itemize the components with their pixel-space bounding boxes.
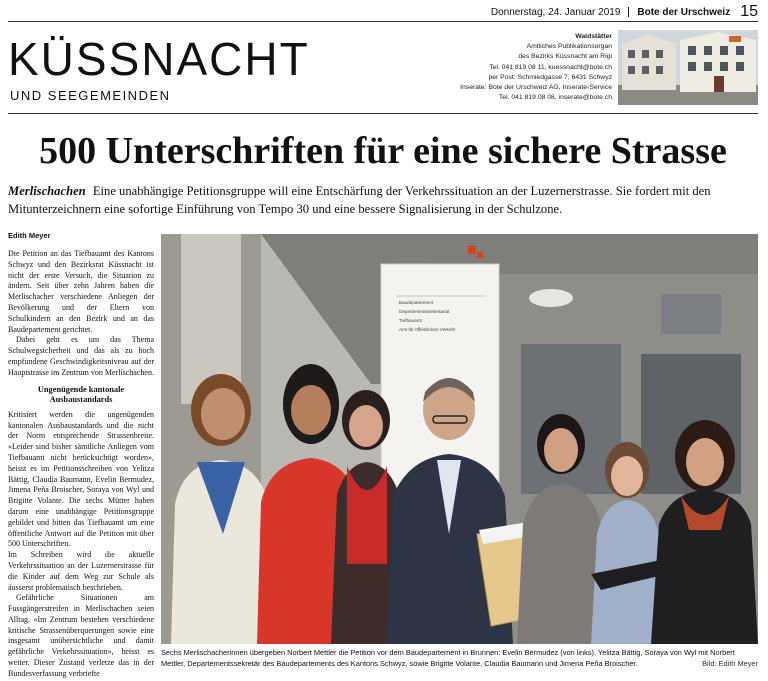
masthead-rule [8,113,758,114]
article-photo [161,234,758,644]
page-header [8,4,758,20]
article-body-column [8,249,154,680]
body-paragraph: Dabei geht es um das Thema Schulwegsicherheit und das als zu hoch empfundene Geschwindigkeitsniveau auf der Hauptstrasse im Zentrum von Merlischachen. [8,335,154,377]
body-paragraph: Kritisiert werden die ungenügenden kantonalen Ausbaustandards und die nicht der Norm entsprechende Strassenbreite. «Leider sind bisher sämtliche Anliegen vom Tiefbauamt nicht berücksichtigt worden», heisst es im Petitionsschreiben von Yelitza Bättig, Claudia Baumann, Evelin Bermudez, Jimena Peña Broischer, Soraya von Wyl und Brigitte Volante. Die sechs Mütter haben darum eine unabhängige Petitionsgruppe gebildet und bitten das Tiefbauamt um eine öffentliche Antwort auf die Petition mit über 500 Unterschriften. [8,409,154,549]
sign-line: Baudepartement [399,300,433,305]
imprint-line: Amtliches Publikationsorgan [526,43,612,51]
section-title: KÜSSNACHT [8,33,310,85]
newspaper-name: Bote der Urschweiz [637,6,731,18]
page-number: 15 [740,3,758,20]
body-paragraph: Die Petition an das Tiefbauamt des Kantons Schwyz und den Bezirksrat Küssnacht ist nicht der erste Versuch, die Situation zu ändern. Seit über zehn Jahren haben die Merlischacher verschiedene Anliegen der Bevölkerung und der Eltern von Schulkindern an den Bezirk und an das Baudepartement gerichtet. [8,249,154,334]
sign-line: Amt für öffentlichen Verkehr [399,327,456,332]
caption-text: Sechs Merlischacherinnen übergeben Norbert Mettler die Petition vor dem Baudepartement in Brunnen: Evelin Bermudez (von links), Yelitza Bättig, Soraya von Wyl mit Norbert Mettler, Departementssekretär des Baudepartements des Kantons Schwyz, sowie Brigitte Volante, Claudia Baumann und Jimena Peña Broischer. [161,648,735,668]
imprint-line: Waldstätter [575,33,612,40]
body-paragraph: Gefährliche Situationen am Fussgängerstreifen in Merlischachen seien Alltag. «Im Zentrum bestehen verschiedene kritische Strassenüberquerungen sowie eine insgesamt unübersichtliche und damit gefährliche Verkehrssituation», heisst es weiter. Dieser Zustand verletze das in der Bundesverfassung verbriefte [8,593,154,678]
imprint-line: per Post: Schmiedgasse 7, 6431 Schwyz [488,73,612,81]
imprint-line: Inserate: Bote der Urschweiz AG, Inserate-Service [460,84,612,92]
photo-caption [161,648,758,669]
sign-line: Tiefbauamt [399,318,422,323]
article-subhead: Ungenügende kantonale Ausbaustandards [37,384,125,405]
masthead-town-photo [618,30,758,105]
article-dateline: Merlischachen [8,184,86,198]
imprint-box [420,32,612,103]
sign-brand-text: kantonschwyz [396,256,428,262]
body-paragraph: Im Schreiben wird die aktuelle Verkehrssituation an der Luzernerstrasse für die Kinder auf dem Weg zur Schule als äusserst problematisch beschrieben. [8,550,154,592]
lead-text: Eine unabhängige Petitionsgruppe will eine Entschärfung der Verkehrssituation an der Luzernerstrasse. Sie fordert mit den Mitunterzeichnern eine sofortige Einführung von Tempo 30 und eine bessere Signalisierung in der Schulzone. [8,184,711,216]
photo-credit: Bild: Edith Meyer [702,658,758,668]
header-rule [8,21,758,22]
imprint-line: Tel. 041 819 08 08, inserate@bote.ch [498,94,612,102]
header-divider [628,7,629,17]
article-headline: 500 Unterschriften für eine sichere Strasse [39,130,727,172]
article-lead [8,182,760,218]
issue-date: Donnerstag, 24. Januar 2019 [490,6,621,18]
article-author: Edith Meyer [8,231,51,240]
section-subtitle: UND SEEGEMEINDEN [10,88,171,103]
imprint-line: des Bezirks Küssnacht am Rigi [518,53,612,61]
sign-line: Departementssekretariat [399,309,450,314]
imprint-line: Tel. 041 819 08 11, kuessnacht@bote.ch [489,63,612,71]
